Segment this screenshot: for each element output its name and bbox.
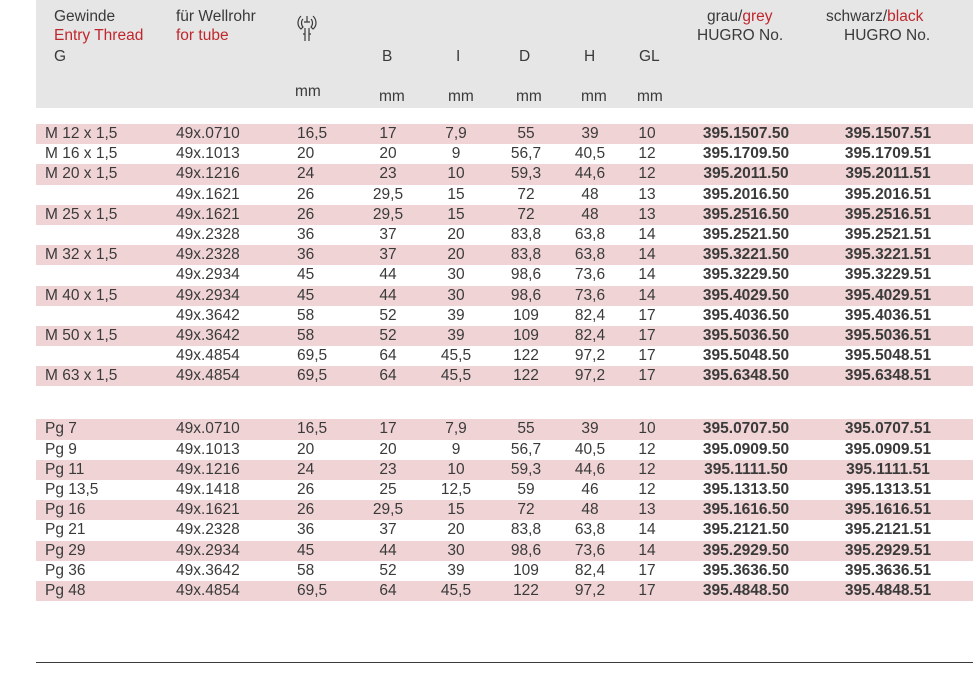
cell-h: 82,4 [574, 306, 606, 324]
cell-d: 56,7 [510, 440, 542, 458]
header-col-i-unit: mm [448, 88, 474, 105]
wrench-size-icon [296, 14, 318, 42]
cell-gl: 12 [638, 460, 656, 478]
cell-i: 9 [451, 440, 461, 458]
cell-i: 30 [447, 266, 465, 284]
bottom-rule [36, 662, 973, 663]
table-header [36, 0, 973, 108]
cell-gl: 17 [638, 326, 656, 344]
cell-d: 98,6 [510, 266, 542, 284]
cell-grey-no: 395.3636.50 [702, 561, 790, 579]
cell-i: 20 [447, 225, 465, 243]
cell-wrench: 20 [297, 145, 315, 163]
cell-b: 20 [379, 440, 397, 458]
cell-b: 52 [379, 561, 397, 579]
cell-i: 20 [447, 246, 465, 264]
cell-i: 9 [451, 145, 461, 163]
cell-d: 109 [513, 326, 539, 344]
cell-black-no: 395.3221.51 [844, 246, 932, 264]
cell-b: 17 [379, 125, 397, 142]
table-row [36, 265, 973, 285]
table-row [36, 124, 973, 144]
cell-gl: 10 [638, 125, 656, 142]
cell-b: 44 [379, 541, 397, 559]
cell-b: 23 [379, 460, 397, 478]
section-gap [36, 386, 973, 419]
cell-i: 7,9 [445, 420, 467, 438]
cell-grey-no: 395.2521.50 [702, 225, 790, 243]
cell-wrench: 69,5 [297, 581, 328, 599]
cell-i: 15 [447, 205, 465, 223]
cell-black-no: 395.1709.51 [844, 145, 932, 163]
cell-tube: 49x.2934 [176, 541, 240, 559]
table-row [36, 144, 973, 164]
cell-thread: Pg 48 [45, 581, 86, 599]
cell-i: 45,5 [440, 347, 472, 365]
cell-black-no: 395.0909.51 [844, 440, 932, 458]
cell-black-no: 395.1507.51 [844, 125, 932, 142]
cell-tube: 49x.2328 [176, 246, 240, 264]
header-col-gl-label: GL [639, 48, 660, 65]
cell-tube: 49x.3642 [176, 561, 240, 579]
cell-b: 29,5 [372, 205, 404, 223]
cell-h: 40,5 [574, 440, 606, 458]
cell-wrench: 26 [297, 185, 315, 203]
cell-tube: 49x.3642 [176, 326, 240, 344]
cell-tube: 49x.4854 [176, 581, 240, 599]
cell-h: 63,8 [574, 246, 606, 264]
header-grey-en: grey [742, 8, 773, 25]
table-row [36, 541, 973, 561]
cell-gl: 13 [638, 205, 656, 223]
cell-black-no: 395.0707.51 [844, 420, 932, 438]
cell-black-no: 395.3229.51 [844, 266, 932, 284]
cell-tube: 49x.1013 [176, 145, 240, 163]
header-black-en: black [887, 8, 924, 25]
table-row [36, 346, 973, 366]
cell-thread: Pg 16 [45, 501, 86, 519]
cell-d: 98,6 [510, 286, 542, 304]
cell-i: 10 [447, 460, 465, 478]
cell-gl: 14 [638, 225, 656, 243]
header-black-sep: / [882, 8, 888, 25]
cell-grey-no: 395.1111.50 [704, 460, 788, 478]
cell-b: 23 [379, 165, 397, 183]
table-row [36, 581, 973, 601]
header-col-h-unit: mm [581, 88, 607, 105]
cell-i: 12,5 [440, 481, 472, 498]
cell-grey-no: 395.1709.50 [702, 145, 790, 163]
cell-b: 64 [379, 581, 397, 599]
cell-tube: 49x.4854 [176, 347, 240, 365]
cell-i: 45,5 [440, 367, 472, 385]
cell-b: 44 [379, 286, 397, 304]
cell-thread: M 63 x 1,5 [45, 367, 118, 385]
cell-grey-no: 395.3229.50 [702, 266, 790, 284]
header-col-h-label: H [584, 48, 596, 65]
cell-gl: 17 [638, 581, 656, 599]
header-tube-en: for tube [176, 27, 229, 44]
cell-gl: 14 [638, 541, 656, 559]
cell-tube: 49x.0710 [176, 125, 240, 142]
cell-wrench: 58 [297, 561, 315, 579]
cell-grey-no: 395.4036.50 [702, 306, 790, 324]
cell-wrench: 45 [297, 286, 315, 304]
header-black-no: HUGRO No. [844, 27, 931, 44]
cell-h: 39 [581, 420, 599, 438]
table-row [36, 286, 973, 306]
cell-h: 73,6 [574, 541, 606, 559]
cell-d: 56,7 [510, 145, 542, 163]
cell-d: 122 [513, 367, 539, 385]
cell-h: 97,2 [574, 347, 606, 365]
cell-gl: 13 [638, 185, 656, 203]
table-row [36, 480, 973, 500]
cell-black-no: 395.4029.51 [844, 286, 932, 304]
header-col-gl-unit: mm [637, 88, 663, 105]
cell-i: 39 [447, 561, 465, 579]
cell-tube: 49x.0710 [176, 420, 240, 438]
cell-tube: 49x.2328 [176, 225, 240, 243]
cell-gl: 17 [638, 561, 656, 579]
header-grey-title [707, 7, 773, 26]
cell-d: 122 [513, 347, 539, 365]
cell-grey-no: 395.3221.50 [702, 246, 790, 264]
cell-thread: Pg 9 [45, 440, 77, 458]
table-row [36, 245, 973, 265]
cell-tube: 49x.4854 [176, 367, 240, 385]
cell-thread: Pg 21 [45, 521, 86, 539]
cell-wrench: 58 [297, 326, 315, 344]
table-row [36, 440, 973, 460]
cell-gl: 12 [638, 481, 656, 498]
cell-gl: 17 [638, 367, 656, 385]
cell-i: 39 [447, 326, 465, 344]
cell-gl: 14 [638, 246, 656, 264]
cell-h: 39 [581, 125, 599, 142]
cell-d: 72 [517, 185, 535, 203]
cell-b: 20 [379, 145, 397, 163]
cell-grey-no: 395.5036.50 [702, 326, 790, 344]
cell-black-no: 395.3636.51 [844, 561, 932, 579]
header-tube-de: für Wellrohr [176, 8, 256, 25]
cell-thread: Pg 7 [45, 420, 77, 438]
header-col-d-unit: mm [516, 88, 542, 105]
cell-d: 55 [517, 420, 535, 438]
cell-wrench: 69,5 [297, 367, 328, 385]
cell-thread: M 50 x 1,5 [45, 326, 118, 344]
cell-tube: 49x.1621 [176, 185, 240, 203]
cell-thread: M 32 x 1,5 [45, 246, 118, 264]
table-row [36, 366, 973, 386]
table-row [36, 205, 973, 225]
cell-b: 29,5 [372, 501, 404, 519]
cell-gl: 12 [638, 145, 656, 163]
header-thread-symbol: G [54, 48, 67, 65]
cell-h: 97,2 [574, 581, 606, 599]
cell-gl: 14 [638, 266, 656, 284]
cell-grey-no: 395.6348.50 [702, 367, 790, 385]
cell-d: 72 [517, 205, 535, 223]
table-row [36, 561, 973, 581]
cell-d: 98,6 [510, 541, 542, 559]
cell-tube: 49x.1621 [176, 501, 240, 519]
cell-black-no: 395.2016.51 [844, 185, 932, 203]
cell-gl: 13 [638, 501, 656, 519]
cell-grey-no: 395.0707.50 [702, 420, 790, 438]
cell-b: 64 [379, 347, 397, 365]
cell-tube: 49x.1216 [176, 165, 240, 183]
cell-black-no: 395.1111.51 [846, 460, 930, 478]
cell-wrench: 24 [297, 460, 315, 478]
cell-black-no: 395.4036.51 [844, 306, 932, 324]
cell-gl: 17 [638, 347, 656, 365]
cell-thread: M 12 x 1,5 [45, 125, 118, 142]
cell-gl: 10 [638, 420, 656, 438]
header-col-b-label: B [382, 48, 393, 65]
cell-black-no: 395.4848.51 [844, 581, 932, 599]
cell-d: 72 [517, 501, 535, 519]
cell-grey-no: 395.2121.50 [702, 521, 790, 539]
cell-gl: 12 [638, 165, 656, 183]
cell-d: 59,3 [510, 460, 542, 478]
cell-black-no: 395.2121.51 [844, 521, 932, 539]
cell-thread: Pg 11 [45, 460, 85, 478]
cell-thread: Pg 36 [45, 561, 86, 579]
cell-wrench: 58 [297, 306, 315, 324]
cell-h: 44,6 [574, 165, 606, 183]
cell-tube: 49x.1013 [176, 440, 240, 458]
cell-grey-no: 395.5048.50 [702, 347, 790, 365]
cell-thread: M 20 x 1,5 [45, 165, 118, 183]
cell-h: 44,6 [574, 460, 606, 478]
cell-grey-no: 395.1616.50 [702, 501, 790, 519]
cell-wrench: 26 [297, 481, 315, 498]
cell-thread: M 16 x 1,5 [45, 145, 118, 163]
cell-b: 52 [379, 306, 397, 324]
cell-h: 48 [581, 185, 599, 203]
cell-thread: Pg 13,5 [45, 481, 99, 498]
header-wrench-unit: mm [295, 83, 321, 100]
cell-i: 45,5 [440, 581, 472, 599]
cell-black-no: 395.6348.51 [844, 367, 932, 385]
header-grey-no: HUGRO No. [697, 27, 784, 44]
header-black-title [826, 7, 923, 26]
table-row [36, 460, 973, 480]
cell-thread: M 40 x 1,5 [45, 286, 118, 304]
cell-tube: 49x.2328 [176, 521, 240, 539]
cell-tube: 49x.2934 [176, 266, 240, 284]
cell-i: 15 [447, 501, 465, 519]
cell-b: 25 [379, 481, 397, 498]
cell-d: 83,8 [510, 225, 542, 243]
cell-tube: 49x.2934 [176, 286, 240, 304]
cell-tube: 49x.3642 [176, 306, 240, 324]
cell-grey-no: 395.1507.50 [702, 125, 790, 142]
cell-i: 10 [447, 165, 465, 183]
cell-wrench: 45 [297, 541, 315, 559]
table-row [36, 500, 973, 520]
cell-d: 109 [513, 561, 539, 579]
cell-grey-no: 395.0909.50 [702, 440, 790, 458]
cell-wrench: 16,5 [297, 125, 328, 142]
cell-b: 37 [379, 521, 397, 539]
cell-wrench: 26 [297, 501, 315, 519]
header-wrench [295, 14, 321, 100]
header-thread-de: Gewinde [54, 8, 116, 25]
cell-thread: M 25 x 1,5 [45, 205, 118, 223]
table-row [36, 225, 973, 245]
cell-black-no: 395.2521.51 [844, 225, 932, 243]
cell-h: 97,2 [574, 367, 606, 385]
table-row [36, 326, 973, 346]
cell-grey-no: 395.2929.50 [702, 541, 790, 559]
header-grey-sep: / [738, 8, 743, 25]
cell-d: 59,3 [510, 165, 542, 183]
cell-black-no: 395.1313.51 [844, 481, 932, 498]
header-black-de: schwarz [826, 8, 883, 25]
cell-gl: 14 [638, 521, 656, 539]
cell-h: 40,5 [574, 145, 606, 163]
cell-d: 83,8 [510, 246, 542, 264]
cell-wrench: 36 [297, 225, 315, 243]
cell-d: 109 [513, 306, 539, 324]
cell-h: 82,4 [574, 561, 606, 579]
header-grey-de: grau [707, 8, 739, 25]
cell-black-no: 395.5036.51 [844, 326, 932, 344]
cell-h: 63,8 [574, 521, 606, 539]
cell-h: 48 [581, 205, 599, 223]
cell-wrench: 36 [297, 246, 315, 264]
cell-wrench: 26 [297, 205, 315, 223]
header-thread-en: Entry Thread [54, 27, 144, 44]
cell-h: 46 [581, 481, 599, 498]
table-row [36, 164, 973, 184]
cell-d: 55 [517, 125, 535, 142]
cell-d: 83,8 [510, 521, 542, 539]
cell-h: 63,8 [574, 225, 606, 243]
cell-black-no: 395.5048.51 [844, 347, 932, 365]
cell-b: 52 [379, 326, 397, 344]
cell-i: 7,9 [445, 125, 467, 142]
cell-i: 39 [447, 306, 465, 324]
cell-i: 20 [447, 521, 465, 539]
header-col-b-unit: mm [379, 88, 405, 105]
cell-b: 17 [379, 420, 397, 438]
cell-h: 73,6 [574, 266, 606, 284]
cell-d: 59 [517, 481, 535, 498]
cell-wrench: 20 [297, 440, 315, 458]
cell-h: 48 [581, 501, 599, 519]
product-table [36, 124, 973, 601]
cell-tube: 49x.1216 [176, 460, 240, 478]
cell-d: 122 [513, 581, 539, 599]
cell-b: 29,5 [372, 185, 404, 203]
table-row [36, 185, 973, 205]
cell-grey-no: 395.4848.50 [702, 581, 790, 599]
cell-gl: 12 [638, 440, 656, 458]
table-row [36, 520, 973, 540]
cell-h: 73,6 [574, 286, 606, 304]
cell-wrench: 24 [297, 165, 315, 183]
cell-b: 37 [379, 246, 397, 264]
cell-wrench: 69,5 [297, 347, 328, 365]
cell-h: 82,4 [574, 326, 606, 344]
header-col-d-label: D [519, 48, 531, 65]
table-row [36, 419, 973, 439]
cell-b: 44 [379, 266, 397, 284]
cell-i: 30 [447, 541, 465, 559]
cell-thread: Pg 29 [45, 541, 86, 559]
cell-black-no: 395.2011.51 [845, 165, 931, 183]
cell-black-no: 395.1616.51 [844, 501, 932, 519]
cell-i: 30 [447, 286, 465, 304]
cell-grey-no: 395.2516.50 [702, 205, 790, 223]
cell-black-no: 395.2516.51 [844, 205, 932, 223]
header-col-i-label: I [456, 48, 461, 65]
cell-wrench: 36 [297, 521, 315, 539]
cell-b: 64 [379, 367, 397, 385]
table-row [36, 306, 973, 326]
cell-tube: 49x.1418 [176, 481, 240, 498]
cell-wrench: 45 [297, 266, 315, 284]
cell-wrench: 16,5 [297, 420, 328, 438]
cell-i: 15 [447, 185, 465, 203]
cell-gl: 17 [638, 306, 656, 324]
cell-grey-no: 395.1313.50 [702, 481, 790, 498]
cell-grey-no: 395.2016.50 [702, 185, 790, 203]
cell-b: 37 [379, 225, 397, 243]
cell-black-no: 395.2929.51 [844, 541, 932, 559]
cell-tube: 49x.1621 [176, 205, 240, 223]
cell-gl: 14 [638, 286, 656, 304]
cell-grey-no: 395.2011.50 [703, 165, 789, 183]
cell-grey-no: 395.4029.50 [702, 286, 790, 304]
